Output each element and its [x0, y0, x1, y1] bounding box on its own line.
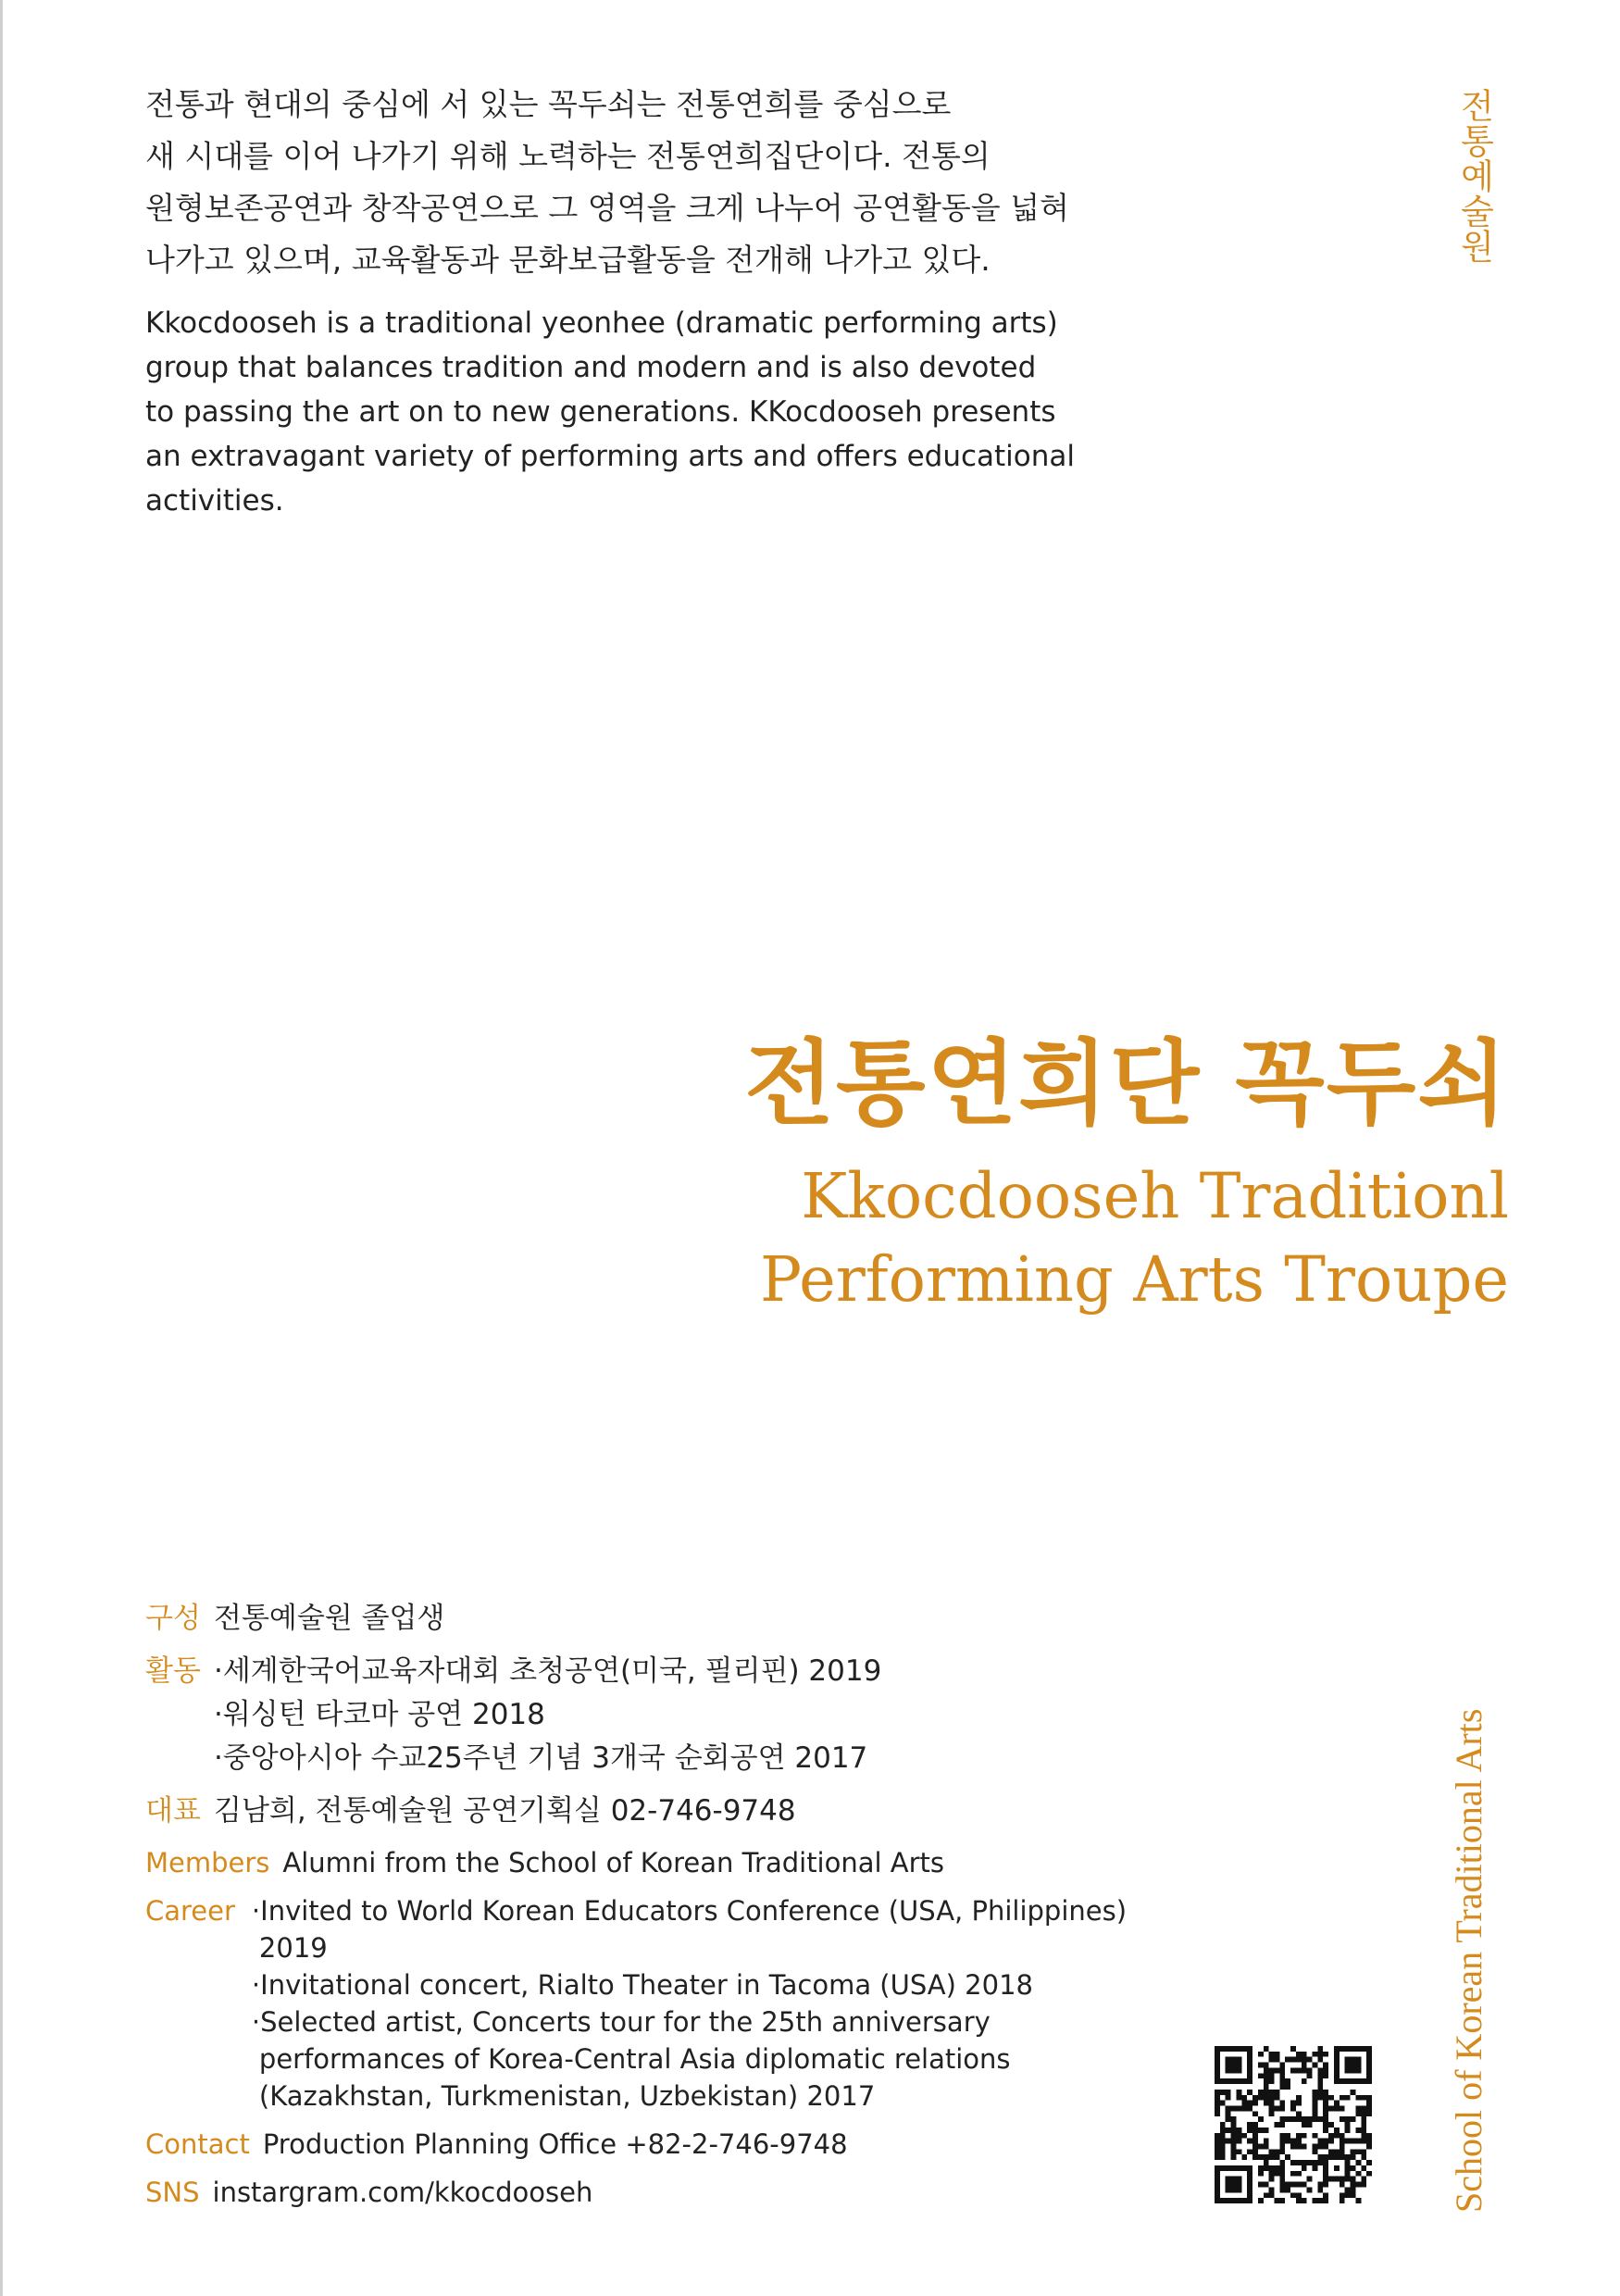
- intro-en-line: an extravagant variety of performing arts and offers educational: [145, 440, 1076, 473]
- en-members-value: Alumni from the School of Korean Traditional Arts: [282, 1847, 945, 1878]
- ko-career-label: 활동: [145, 1654, 201, 1688]
- intro-en-line: to passing the art on to new generations. KKocdooseh presents: [145, 395, 1056, 429]
- ko-members-label: 구성: [145, 1602, 201, 1635]
- intro-ko-line: 전통과 현대의 중심에 서 있는 꼭두쇠는 전통연희를 중심으로: [145, 86, 952, 122]
- intro-ko-line: 원형보존공연과 창작공연으로 그 영역을 크게 나누어 공연활동을 넓혀: [145, 190, 1069, 226]
- en-contact-value: Production Planning Office +82-2-746-9748: [262, 2128, 848, 2160]
- intro-ko-line: 나가고 있으며, 교육활동과 문화보급활동을 전개해 나가고 있다.: [145, 242, 991, 278]
- en-career-line: 2019: [258, 1932, 328, 1964]
- intro-english: [145, 301, 1076, 523]
- title-english: [744, 1154, 1509, 1321]
- ko-career-item: ·중앙아시아 수교25주년 기념 3개국 순회공연 2017: [214, 1741, 868, 1775]
- title-english-line-2: Performing Arts Troupe: [760, 1243, 1509, 1316]
- en-contact-row: [145, 2126, 1071, 2163]
- en-contact-label: Contact: [145, 2128, 250, 2160]
- title-korean: 전통연희단 꼭두쇠: [744, 1029, 1509, 1138]
- en-career-line: (Kazakhstan, Turkmenistan, Uzbekistan) 2017: [258, 2080, 876, 2112]
- en-career-line: performances of Korea-Central Asia diplomatic relations: [258, 2043, 1011, 2075]
- qr-code-icon[interactable]: [1215, 2046, 1372, 2203]
- en-career-line: ·Invitational concert, Rialto Theater in Tacoma (USA) 2018: [251, 1969, 1033, 2001]
- ko-career-item: ·세계한국어교육자대회 초청공연(미국, 필리핀) 2019: [214, 1654, 882, 1688]
- intro-korean: [145, 79, 1071, 286]
- ko-members-row: [145, 1597, 1071, 1641]
- en-members-row: [145, 1844, 1071, 1881]
- ko-contact-row: [145, 1790, 1071, 1833]
- ko-contact-value: 김남희, 전통예술원 공연기획실 02-746-9748: [214, 1794, 796, 1828]
- side-label-korean: 전통예술원: [1454, 88, 1494, 264]
- intro-en-line: group that balances tradition and modern and is also devoted: [145, 351, 1037, 384]
- en-sns-label: SNS: [145, 2177, 200, 2208]
- left-edge-rule: [0, 0, 3, 2296]
- en-sns-link[interactable]: instargram.com/kkocdooseh: [212, 2177, 593, 2208]
- en-sns-row: [145, 2174, 1071, 2211]
- en-career-line: ·Selected artist, Concerts tour for the 25th anniversary: [251, 2006, 991, 2038]
- title-english-line-1: Kkocdooseh Traditionl: [801, 1160, 1509, 1232]
- side-label-english: School of Korean Traditional Arts: [1448, 1708, 1489, 2213]
- info-section: [145, 1597, 1128, 2211]
- en-career-row: [145, 1892, 1128, 2115]
- en-career-label: Career: [145, 1895, 235, 1927]
- ko-members-value: 전통예술원 졸업생: [214, 1602, 445, 1635]
- ko-contact-label: 대표: [145, 1794, 201, 1828]
- ko-career-list: [214, 1650, 881, 1780]
- intro-en-line: activities.: [145, 484, 284, 518]
- ko-career-row: [145, 1650, 1071, 1780]
- en-career-line: ·Invited to World Korean Educators Conference (USA, Philippines): [251, 1895, 1128, 1927]
- intro-ko-line: 새 시대를 이어 나가기 위해 노력하는 전통연희집단이다. 전통의: [145, 138, 991, 174]
- en-career-list: [252, 1892, 1127, 2115]
- intro-en-line: Kkocdooseh is a traditional yeonhee (dramatic performing arts): [145, 306, 1058, 340]
- en-members-label: Members: [145, 1847, 270, 1878]
- title-block: [744, 1023, 1509, 1321]
- ko-career-item: ·워싱턴 타코마 공연 2018: [214, 1698, 545, 1731]
